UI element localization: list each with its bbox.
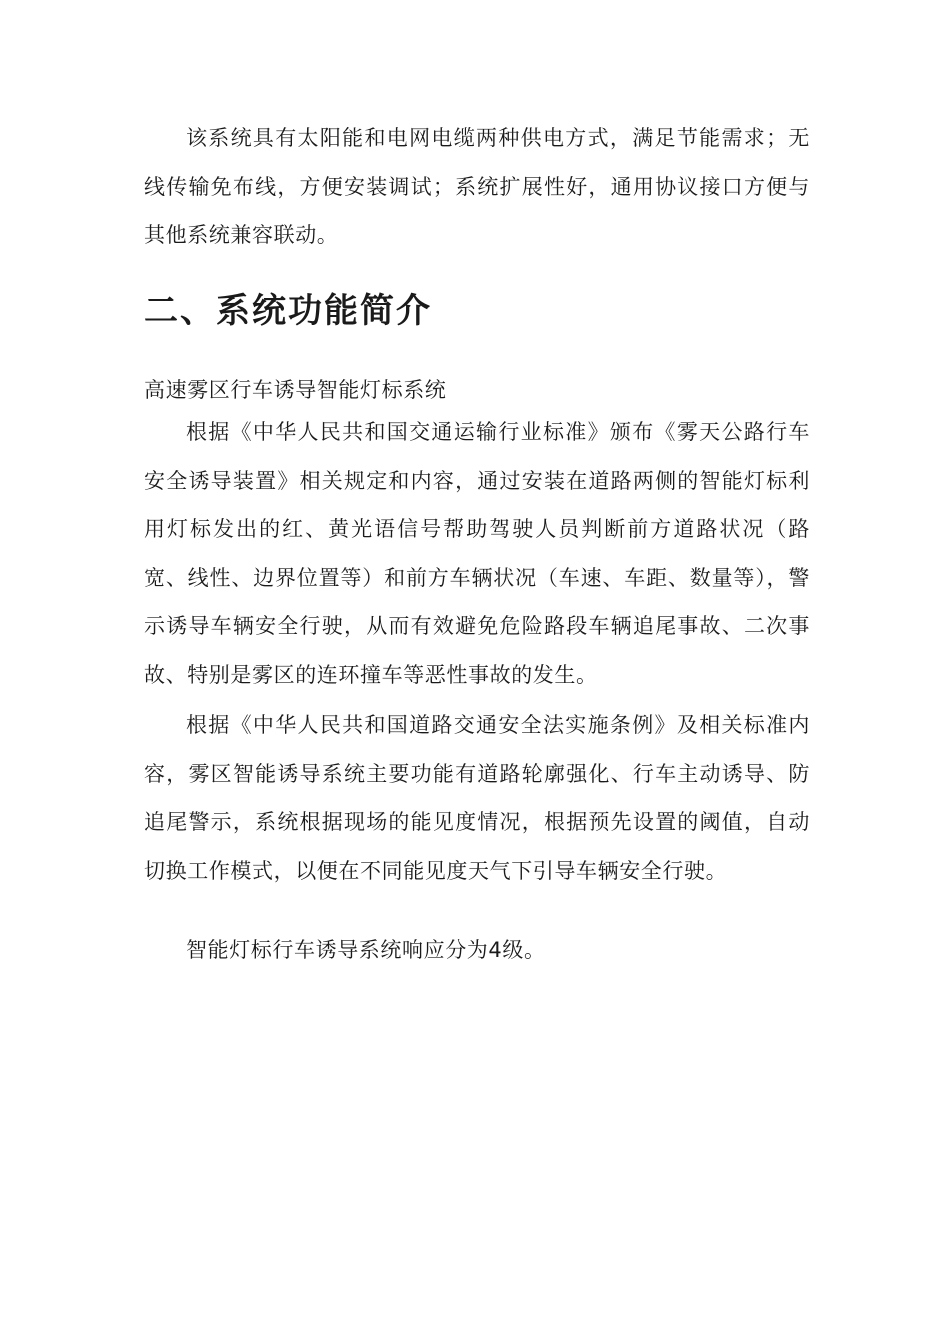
section-heading: 二、系统功能简介: [144, 291, 432, 331]
body-paragraph-1: 根据《中华人民共和国交通运输行业标准》颁布《雾天公路行车安全诱导装置》相关规定和内容，通过安装在道路两侧的智能灯标利用灯标发出的红、黄光语信号帮助驾驶人员判断前方道路状况（路宽、线性、边界位置等）和前方车辆状况（车速、车距、数量等），警示诱导车辆安全行驶，从而有效避免危险路段车辆追尾事故、二次事故、特别是雾区的连环撞车等恶性事故的发生。: [144, 420, 810, 687]
body-paragraph-3: 智能灯标行车诱导系统响应分为4级。: [186, 938, 546, 962]
intro-paragraph: 该系统具有太阳能和电网电缆两种供电方式，满足节能需求；无线传输免布线，方便安装调试；系统扩展性好，通用协议接口方便与其他系统兼容联动。: [144, 126, 810, 247]
body-paragraph-2: 根据《中华人民共和国道路交通安全法实施条例》及相关标准内容，雾区智能诱导系统主要功能有道路轮廓强化、行车主动诱导、防追尾警示，系统根据现场的能见度情况，根据预先设置的阈值，自动切换工作模式，以便在不同能见度天气下引导车辆安全行驶。: [144, 713, 810, 883]
section-subtitle: 高速雾区行车诱导智能灯标系统: [144, 378, 447, 402]
